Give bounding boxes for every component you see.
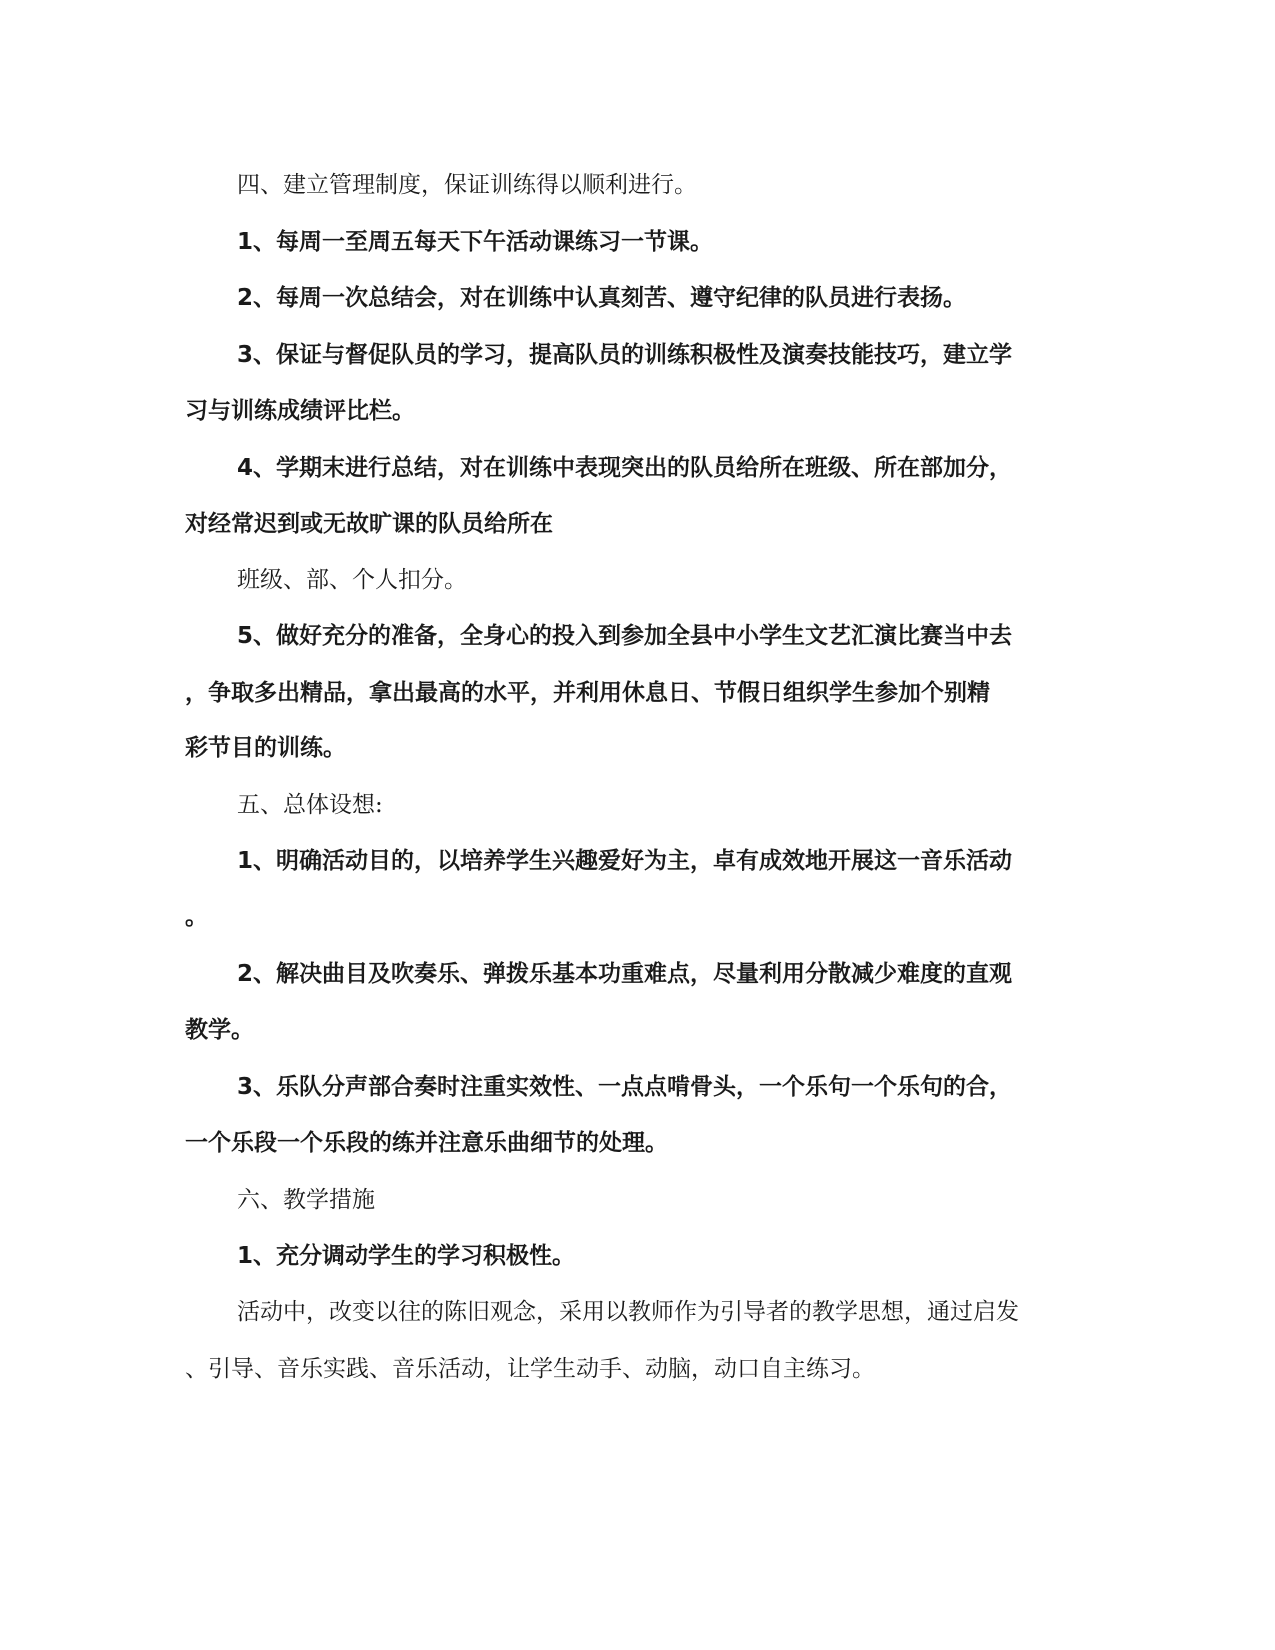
paragraph-line: 5、做好充分的准备，全身心的投入到参加全县中小学生文艺汇演比赛当中去 [237, 623, 1013, 649]
paragraph-line: 活动中，改变以往的陈旧观念，采用以教师作为引导者的教学思想，通过启发 [237, 1299, 1019, 1325]
paragraph-line: 、引导、音乐实践、音乐活动，让学生动手、动脑，动口自主练习。 [185, 1356, 875, 1382]
paragraph-line: 教学。 [185, 1017, 254, 1043]
paragraph-line: ，争取多出精品，拿出最高的水平，并利用休息日、节假日组织学生参加个别精 [185, 680, 990, 706]
paragraph-line: 4、学期末进行总结，对在训练中表现突出的队员给所在班级、所在部加分， [237, 455, 1013, 481]
paragraph-line: 1、每周一至周五每天下午活动课练习一节课。 [237, 229, 714, 255]
paragraph-line: 彩节目的训练。 [185, 735, 346, 761]
section-heading-6: 六、教学措施 [237, 1187, 375, 1213]
paragraph-line: 1、明确活动目的，以培养学生兴趣爱好为主，卓有成效地开展这一音乐活动 [237, 848, 1013, 874]
paragraph-line: 1、充分调动学生的学习积极性。 [237, 1243, 576, 1269]
paragraph-line: 对经常迟到或无故旷课的队员给所在 [185, 511, 553, 537]
paragraph-line: 班级、部、个人扣分。 [237, 567, 467, 593]
paragraph-line: 一个乐段一个乐段的练并注意乐曲细节的处理。 [185, 1130, 668, 1156]
section-heading-5: 五、总体设想: [237, 792, 383, 818]
section-heading-4: 四、建立管理制度，保证训练得以顺利进行。 [237, 172, 697, 198]
paragraph-line: 3、保证与督促队员的学习，提高队员的训练积极性及演奏技能技巧，建立学 [237, 342, 1013, 368]
paragraph-line: 3、乐队分声部合奏时注重实效性、一点点啃骨头，一个乐句一个乐句的合， [237, 1074, 1013, 1100]
paragraph-line: 2、每周一次总结会，对在训练中认真刻苦、遵守纪律的队员进行表扬。 [237, 285, 967, 311]
paragraph-line: 2、解决曲目及吹奏乐、弹拨乐基本功重难点，尽量利用分散减少难度的直观 [237, 961, 1013, 987]
paragraph-line: 。 [185, 904, 208, 930]
paragraph-line: 习与训练成绩评比栏。 [185, 398, 415, 424]
